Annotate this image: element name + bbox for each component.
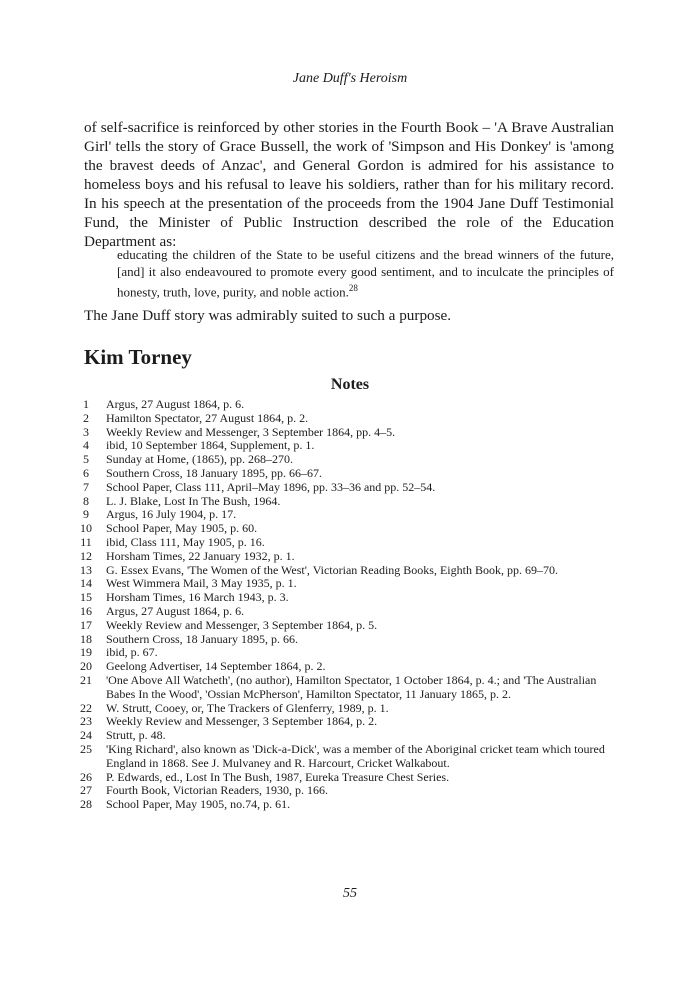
note-item — [78, 467, 618, 481]
note-text: School Paper, May 1905, no.74, p. 61. — [106, 797, 291, 812]
note-number: 23 — [80, 714, 92, 729]
note-number: 11 — [80, 534, 92, 549]
note-number: 26 — [80, 769, 92, 784]
note-text: Horsham Times, 22 January 1932, p. 1. — [106, 548, 295, 563]
note-item — [78, 771, 618, 785]
note-number: 3 — [83, 424, 89, 439]
note-item — [78, 536, 618, 550]
note-item — [78, 591, 618, 605]
note-item — [78, 605, 618, 619]
note-item — [78, 412, 618, 426]
note-item — [78, 784, 618, 798]
note-number: 6 — [83, 465, 89, 480]
note-item — [78, 729, 618, 743]
note-item — [78, 660, 618, 674]
note-item — [78, 398, 618, 412]
note-text: ibid, 10 September 1864, Supplement, p. 1. — [106, 438, 315, 453]
note-number: 9 — [83, 507, 89, 522]
note-item — [78, 715, 618, 729]
note-text: Fourth Book, Victorian Readers, 1930, p. 166. — [106, 783, 329, 798]
footnote-reference: 28 — [348, 283, 358, 294]
note-item — [78, 550, 618, 564]
note-item — [78, 577, 618, 591]
note-item — [78, 702, 618, 716]
note-number: 16 — [80, 603, 92, 618]
note-text: School Paper, Class 111, April–May 1896, pp. 33–36 and pp. 52–54. — [106, 479, 436, 494]
note-text: School Paper, May 1905, p. 60. — [106, 521, 258, 536]
note-number: 12 — [80, 548, 92, 563]
block-quote — [117, 247, 614, 301]
note-text: West Wimmera Mail, 3 May 1935, p. 1. — [106, 576, 297, 591]
note-number: 28 — [80, 797, 92, 812]
note-number: 4 — [83, 438, 89, 453]
note-text: Argus, 16 July 1904, p. 17. — [106, 507, 237, 522]
page-number: 55 — [343, 886, 357, 901]
note-item — [78, 619, 618, 633]
note-item — [78, 453, 618, 467]
note-text: Sunday at Home, (1865), pp. 268–270. — [106, 452, 293, 467]
note-number: 7 — [83, 479, 89, 494]
note-text: P. Edwards, ed., Lost In The Bush, 1987, Eureka Treasure Chest Series. — [106, 769, 450, 784]
note-text: Southern Cross, 18 January 1895, p. 66. — [106, 631, 298, 646]
note-text: 'One Above All Watcheth', (no author), Hamilton Spectator, 1 October 1864, p. 4.; and 'The Australian Babes In the Wood', 'Ossian McPherson', Hamilton Spectator, 11 January 1865, p. 2. — [106, 672, 597, 701]
note-item — [78, 495, 618, 509]
note-item — [78, 633, 618, 647]
note-number: 18 — [80, 631, 92, 646]
note-number: 22 — [80, 700, 92, 715]
note-item — [78, 522, 618, 536]
note-number: 2 — [83, 410, 89, 425]
note-item — [78, 439, 618, 453]
note-item — [78, 674, 618, 702]
block-quote-text: educating the children of the State to be useful citizens and the bread winners of the future, [and] it also endeavoured to promote every good sentiment, and to inculcate the principles of honesty, truth, love, purity, and noble action. — [117, 247, 614, 300]
note-item — [78, 481, 618, 495]
note-text: ibid, p. 67. — [106, 645, 158, 660]
note-text: Weekly Review and Messenger, 3 September 1864, pp. 4–5. — [106, 424, 396, 439]
author-name: Kim Torney — [84, 345, 192, 369]
note-number: 21 — [80, 672, 92, 687]
note-number: 19 — [80, 645, 92, 660]
note-number: 15 — [80, 590, 92, 605]
note-number: 14 — [80, 576, 92, 591]
note-number: 20 — [80, 659, 92, 674]
note-text: Weekly Review and Messenger, 3 September 1864, p. 2. — [106, 714, 378, 729]
body-paragraph-2: The Jane Duff story was admirably suited to such a purpose. — [84, 307, 452, 324]
note-item — [78, 743, 618, 771]
note-number: 5 — [83, 452, 89, 467]
note-number: 24 — [80, 728, 92, 743]
note-text: L. J. Blake, Lost In The Bush, 1964. — [106, 493, 281, 508]
note-item — [78, 798, 618, 812]
note-number: 27 — [80, 783, 92, 798]
note-text: Southern Cross, 18 January 1895, pp. 66–67. — [106, 465, 322, 480]
running-head: Jane Duff's Heroism — [292, 71, 408, 86]
note-number: 17 — [80, 617, 92, 632]
note-item — [78, 564, 618, 578]
note-text: Strutt, p. 48. — [106, 728, 166, 743]
note-text: Argus, 27 August 1864, p. 6. — [106, 603, 245, 618]
note-text: Argus, 27 August 1864, p. 6. — [106, 397, 245, 411]
note-item — [78, 508, 618, 522]
note-item — [78, 646, 618, 660]
note-number: 25 — [80, 741, 92, 756]
note-text: Weekly Review and Messenger, 3 September 1864, p. 5. — [106, 617, 378, 632]
note-text: 'King Richard', also known as 'Dick-a-Dick', was a member of the Aboriginal cricket team which toured England in 1868. See J. Mulvaney and R. Harcourt, Cricket Walkabout. — [106, 741, 605, 770]
notes-list — [78, 398, 618, 812]
note-item — [78, 426, 618, 440]
note-number: 1 — [83, 397, 89, 411]
note-text: Geelong Advertiser, 14 September 1864, p. 2. — [106, 659, 326, 674]
notes-heading: Notes — [330, 376, 370, 393]
note-number: 13 — [80, 562, 92, 577]
note-text: ibid, Class 111, May 1905, p. 16. — [106, 534, 265, 549]
note-text: Hamilton Spectator, 27 August 1864, p. 2. — [106, 410, 309, 425]
note-text: Horsham Times, 16 March 1943, p. 3. — [106, 590, 289, 605]
note-text: G. Essex Evans, 'The Women of the West', Victorian Reading Books, Eighth Book, pp. 69–70. — [106, 562, 558, 577]
body-paragraph-1: of self-sacrifice is reinforced by other stories in the Fourth Book – 'A Brave Australian Girl' tells the story of Grace Bussell, the work of 'Simpson and His Donkey' is 'among the bravest deeds of Anzac', and General Gordon is admired for his assistance to homeless boys and his refusal to leave his soldiers, rather than for his military record. In his speech at the presentation of the proceeds from the 1904 Jane Duff Testimonial Fund, the Minister of Public Instruction described the role of the Education Department as: — [84, 119, 614, 250]
note-text: W. Strutt, Cooey, or, The Trackers of Glenferry, 1989, p. 1. — [106, 700, 389, 715]
note-number: 10 — [80, 521, 92, 536]
note-number: 8 — [83, 493, 89, 508]
